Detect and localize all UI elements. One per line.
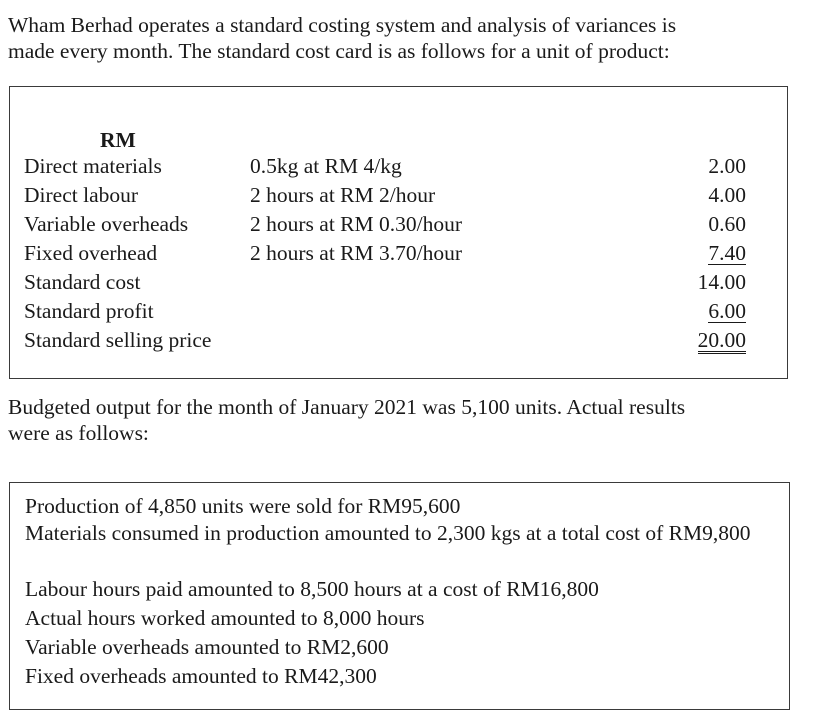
intro-line-1: Wham Berhad operates a standard costing system and analysis of variances is [8,13,677,37]
intro-line-2: made every month. The standard cost card is as follows for a unit of product: [8,39,670,63]
result-line: Variable overheads amounted to RM2,600 [25,635,389,659]
cost-row-label: Direct labour [24,183,139,207]
cost-row-amount: 2.00 [708,154,746,178]
cost-row-label: Direct materials [24,154,162,178]
total-double-underline: 20.00 [697,328,746,352]
actual-results-box [9,482,790,710]
cost-row-amount [708,240,746,266]
budget-line-1: Budgeted output for the month of January 2021 was 5,100 units. Actual results [8,395,686,419]
cost-row-label: Standard selling price [24,328,212,352]
intro-paragraph [8,12,822,64]
cost-row-amount: 0.60 [708,212,746,236]
cost-row-detail: 2 hours at RM 2/hour [250,183,436,207]
cost-row-amount [698,327,746,354]
cost-row-amount: 4.00 [708,183,746,207]
cost-row-label: Variable overheads [24,212,189,236]
budget-paragraph [8,394,822,446]
budget-line-2: were as follows: [8,421,149,445]
subtotal-underline: 7.40 [708,241,746,265]
cost-row-label: Fixed overhead [24,241,158,265]
cost-row-label: Standard profit [24,299,154,323]
cost-row-amount: 14.00 [697,270,746,294]
standard-cost-card [9,86,788,379]
result-line: Fixed overheads amounted to RM42,300 [25,664,377,688]
cost-row-label: Standard cost [24,270,141,294]
subtotal-underline: 6.00 [708,299,746,323]
cost-row-detail: 0.5kg at RM 4/kg [250,154,402,178]
cost-row-detail: 2 hours at RM 3.70/hour [250,241,463,265]
result-line: Labour hours paid amounted to 8,500 hours at a cost of RM16,800 [25,577,599,601]
result-line: Production of 4,850 units were sold for RM95,600 [25,494,461,518]
currency-header: RM [100,128,136,152]
cost-row-amount [708,298,746,324]
result-line: Materials consumed in production amounted to 2,300 kgs at a total cost of RM9,800 [25,521,751,545]
cost-row-detail: 2 hours at RM 0.30/hour [250,212,463,236]
result-line: Actual hours worked amounted to 8,000 hours [25,606,425,630]
